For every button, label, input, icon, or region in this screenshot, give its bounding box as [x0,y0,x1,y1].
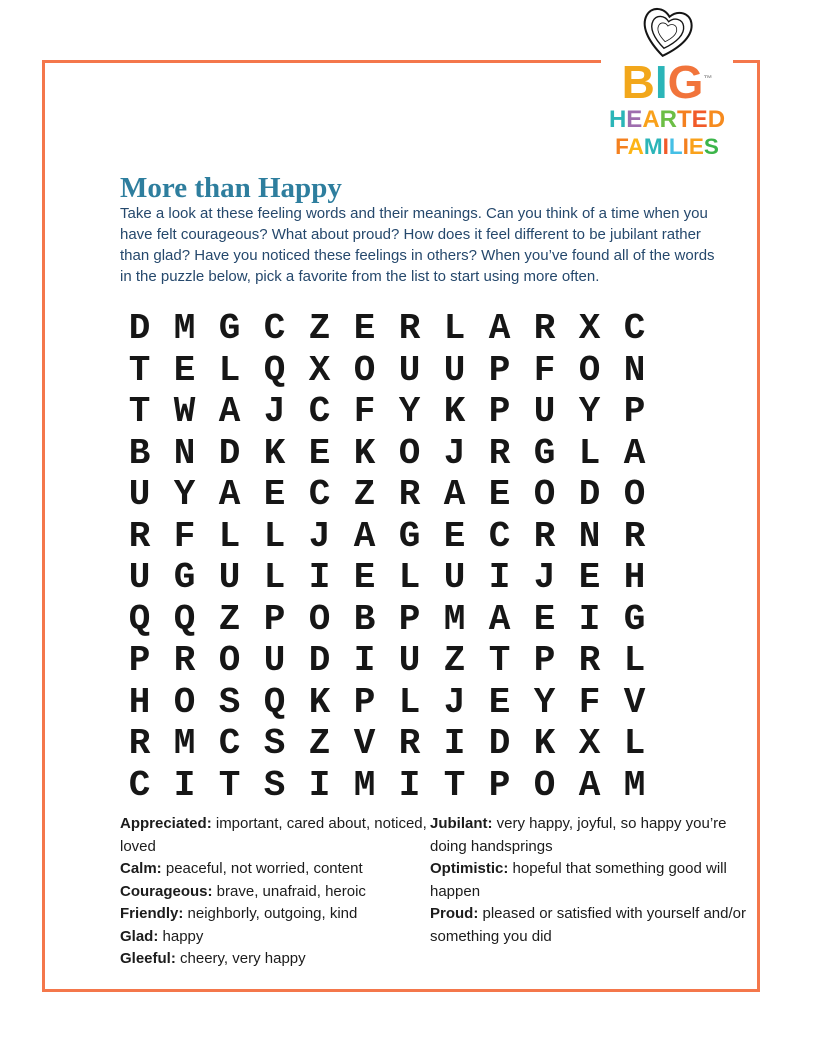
grid-cell: T [128,349,151,391]
logo-letter: R [659,106,677,134]
logo-letter: B [621,56,655,108]
grid-cell: I [308,557,331,599]
grid-cell: Z [308,723,331,765]
definition-meaning: important, cared about, noticed, loved [120,815,427,855]
grid-cell: O [533,764,556,806]
grid-cell: N [623,349,646,391]
definition-term: Gleeful: [120,950,176,967]
grid-cell: T [488,640,511,682]
grid-cell: K [443,391,466,433]
grid-cell: M [353,764,376,806]
grid-cell: A [578,764,601,806]
grid-cell: P [353,681,376,723]
grid-cell: L [578,432,601,474]
grid-cell: E [533,598,556,640]
definition-term: Courageous: [120,882,213,900]
grid-cell: K [308,681,331,723]
word-grid [117,308,657,806]
grid-cell: Z [353,474,376,516]
grid-cell: I [173,764,196,806]
logo-letter: E [688,134,704,160]
definition-meaning: hopeful that something good will happen [430,860,727,900]
grid-cell: E [353,557,376,599]
intro-text: Take a look at these feeling words and their meanings. Can you think of a time when you have felt courageous? What about proud? How does it feel different to be jubilant rather than glad? Have you noticed these feelings in others? When you’ve found all of the words in the puzzle below, pick a favorite from the list to start using more often. [120,205,715,285]
grid-cell: O [308,598,331,640]
grid-cell: Y [533,681,556,723]
definition-item [430,858,754,903]
definition-item [120,948,444,971]
grid-cell: U [443,557,466,599]
grid-cell: H [623,557,646,599]
grid-cell: E [308,432,331,474]
grid-cell: C [128,764,151,806]
definition-meaning: pleased or satisfied with yourself and/or something you did [430,905,746,945]
grid-cell: R [173,640,196,682]
grid-cell: L [218,349,241,391]
grid-cell: R [128,723,151,765]
grid-cell: L [443,308,466,350]
grid-cell: K [533,723,556,765]
grid-cell: E [488,474,511,516]
grid-cell: B [353,598,376,640]
logo-letter: L [668,134,683,160]
grid-cell: L [398,681,421,723]
grid-cell: R [128,515,151,557]
grid-cell: P [623,391,646,433]
grid-cell: C [263,308,286,350]
logo-letter: A [642,106,660,134]
definition-term: Friendly: [120,905,184,922]
grid-cell: A [488,308,511,350]
grid-cell: S [263,764,286,806]
definition-item [120,881,444,904]
grid-cell: P [533,640,556,682]
heart-icon [629,2,705,60]
definition-term: Jubilant: [430,815,493,832]
grid-cell: R [398,474,421,516]
grid-cell: O [398,432,421,474]
grid-cell: W [173,391,196,433]
grid-cell: A [623,432,646,474]
grid-cell: M [443,598,466,640]
grid-cell: M [173,308,196,350]
logo-letter: H [608,106,627,134]
grid-cell: A [488,598,511,640]
grid-cell: D [578,474,601,516]
grid-cell: M [173,723,196,765]
definition-term: Appreciated: [120,815,212,832]
grid-cell: Q [263,349,286,391]
grid-cell: P [398,598,421,640]
grid-cell: B [128,432,151,474]
grid-cell: L [218,515,241,557]
grid-cell: C [218,723,241,765]
grid-cell: U [263,640,286,682]
grid-cell: Z [218,598,241,640]
grid-cell: X [578,308,601,350]
definition-term: Calm: [120,860,162,877]
grid-cell: O [353,349,376,391]
grid-cell: U [128,474,151,516]
grid-cell: O [173,681,196,723]
logo-word-hearted [601,106,733,134]
grid-cell: F [173,515,196,557]
grid-cell: O [578,349,601,391]
logo-letter: I [662,134,669,160]
definition-term: Glad: [120,927,159,945]
logo-letter: M [643,134,663,160]
grid-cell: I [353,640,376,682]
grid-cell: C [488,515,511,557]
logo-word-big [601,56,733,108]
grid-cell: S [263,723,286,765]
grid-cell: F [578,681,601,723]
grid-cell: R [488,432,511,474]
grid-cell: T [128,391,151,433]
grid-cell: J [443,681,466,723]
grid-cell: A [218,474,241,516]
grid-cell: A [443,474,466,516]
grid-cell: N [173,432,196,474]
definition-meaning: cheery, very happy [175,950,306,967]
definition-item [120,813,444,858]
grid-cell: R [533,308,556,350]
definition-item [120,858,444,881]
grid-cell: Z [308,308,331,350]
definition-meaning: peaceful, not worried, content [161,860,363,877]
grid-cell: F [353,391,376,433]
grid-cell: I [398,764,421,806]
definition-meaning: happy [158,927,204,945]
definition-item [120,903,444,926]
grid-cell: I [443,723,466,765]
grid-cell: U [533,391,556,433]
grid-cell: D [488,723,511,765]
grid-cell: I [488,557,511,599]
grid-cell: L [398,557,421,599]
grid-cell: V [353,723,376,765]
grid-cell: R [398,723,421,765]
grid-cell: P [488,349,511,391]
grid-cell: Y [173,474,196,516]
logo-letter: A [627,134,644,160]
grid-cell: E [578,557,601,599]
logo-letter: G [667,56,704,108]
definitions-left [120,813,444,971]
grid-cell: A [218,391,241,433]
grid-cell: A [353,515,376,557]
grid-cell: J [308,515,331,557]
grid-cell: R [533,515,556,557]
grid-cell: G [398,515,421,557]
logo-letter: T [677,106,692,134]
grid-cell: C [623,308,646,350]
grid-cell: U [443,349,466,391]
grid-cell: S [218,681,241,723]
logo-letter: I [654,56,668,108]
definition-meaning: very happy, joyful, so happy you’re doing handsprings [430,815,727,855]
grid-cell: J [263,391,286,433]
grid-cell: U [398,349,421,391]
grid-cell: C [308,391,331,433]
grid-cell: Y [398,391,421,433]
grid-cell: Q [128,598,151,640]
grid-cell: K [353,432,376,474]
definition-term: Optimistic: [430,860,509,877]
grid-cell: P [263,598,286,640]
big-hearted-families-logo [601,0,733,165]
grid-cell: R [398,308,421,350]
grid-cell: H [128,681,151,723]
grid-cell: M [623,764,646,806]
logo-letter: D [707,106,726,134]
grid-cell: E [263,474,286,516]
grid-cell: F [533,349,556,391]
definition-meaning: brave, unafraid, heroic [212,882,366,900]
logo-letter: I [682,134,689,160]
grid-cell: Y [578,391,601,433]
grid-cell: U [128,557,151,599]
grid-cell: X [578,723,601,765]
grid-cell: L [263,515,286,557]
definition-item [430,903,754,948]
logo-letter: E [691,106,708,134]
definition-item [120,926,444,949]
grid-cell: D [128,308,151,350]
grid-cell: O [623,474,646,516]
grid-cell: J [533,557,556,599]
logo-letter: S [703,134,719,160]
logo-letter: F [615,134,628,160]
logo-word-families [601,134,733,159]
grid-cell: X [308,349,331,391]
grid-cell: P [128,640,151,682]
grid-cell: E [353,308,376,350]
grid-cell: O [533,474,556,516]
definition-term: Proud: [430,905,479,922]
grid-cell: N [578,515,601,557]
grid-cell: J [443,432,466,474]
grid-cell: O [218,640,241,682]
definitions-right [430,813,754,948]
grid-cell: L [623,640,646,682]
grid-cell: T [218,764,241,806]
page-title: More than Happy [120,172,342,204]
logo-letter: E [626,106,643,134]
grid-cell: T [443,764,466,806]
grid-cell: Q [173,598,196,640]
grid-cell: Q [263,681,286,723]
grid-cell: G [533,432,556,474]
grid-cell: E [443,515,466,557]
grid-cell: D [218,432,241,474]
grid-cell: L [263,557,286,599]
grid-cell: K [263,432,286,474]
grid-cell: R [623,515,646,557]
grid-cell: L [623,723,646,765]
definition-item [430,813,754,858]
definition-meaning: neighborly, outgoing, kind [183,905,358,922]
grid-cell: P [488,391,511,433]
grid-cell: G [173,557,196,599]
trademark-symbol: ™ [703,73,713,84]
grid-cell: R [578,640,601,682]
grid-cell: E [173,349,196,391]
grid-cell: D [308,640,331,682]
grid-cell: P [488,764,511,806]
grid-cell: V [623,681,646,723]
grid-cell: U [398,640,421,682]
grid-cell: U [218,557,241,599]
grid-cell: I [578,598,601,640]
grid-cell: I [308,764,331,806]
grid-cell: G [218,308,241,350]
grid-cell: C [308,474,331,516]
grid-cell: G [623,598,646,640]
grid-cell: E [488,681,511,723]
grid-cell: Z [443,640,466,682]
